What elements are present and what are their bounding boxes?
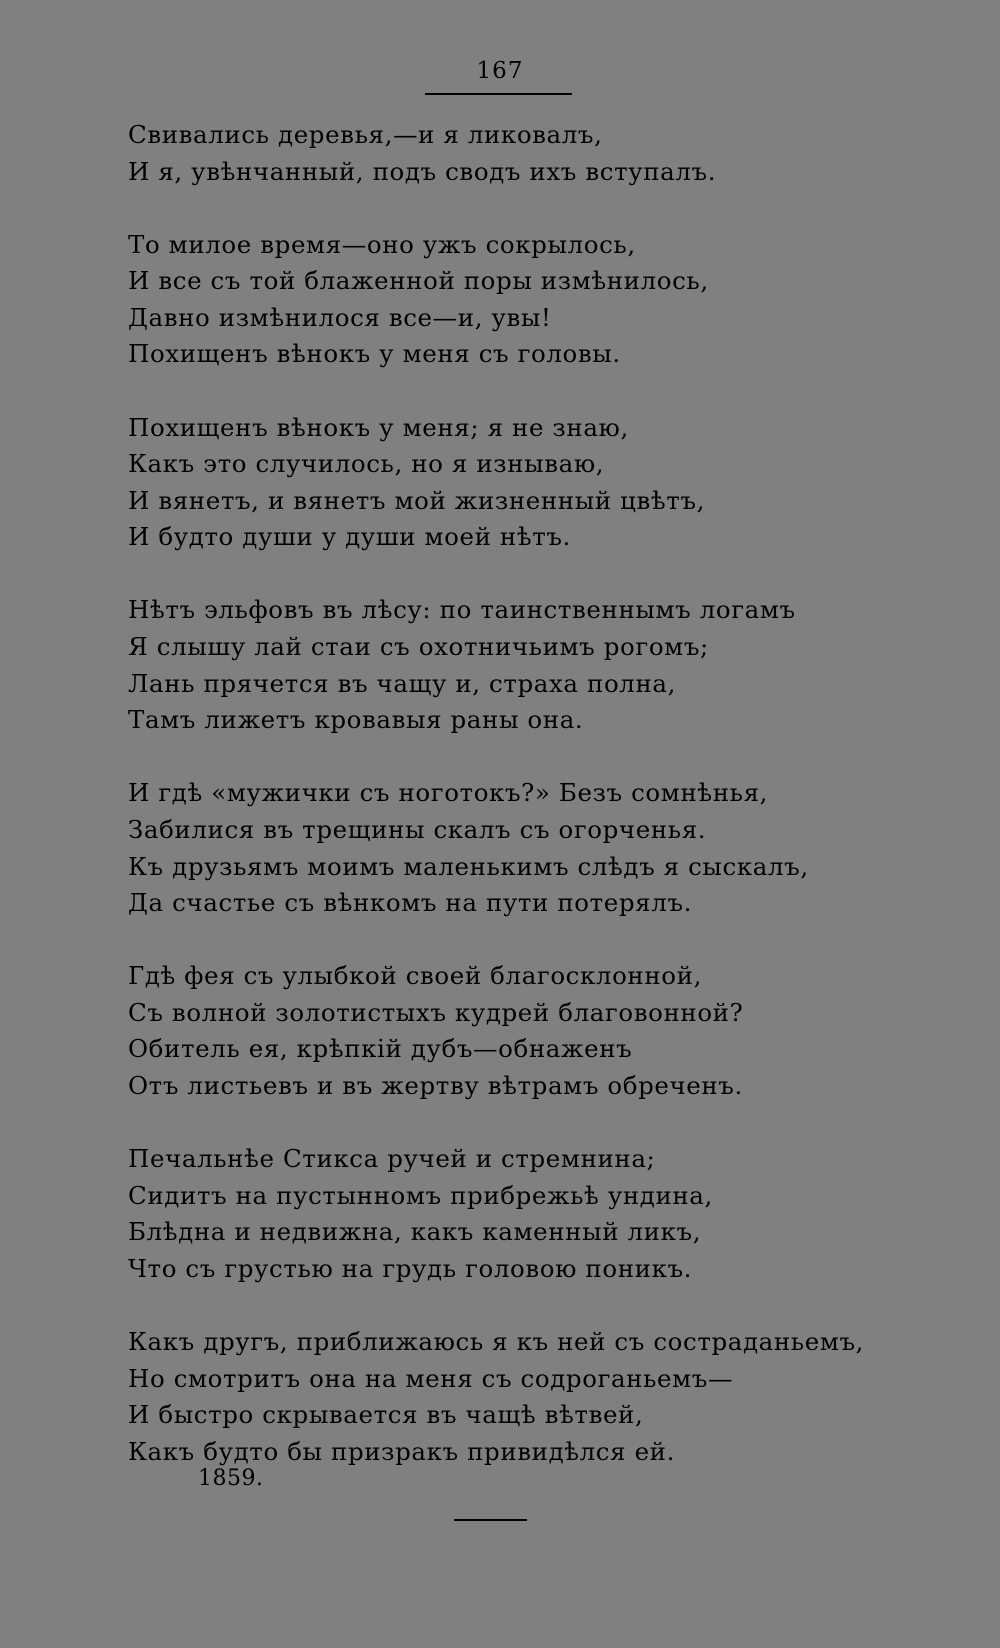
poem-line: Печальнѣе Стикса ручей и стремнина; [128, 1144, 656, 1174]
poem-body [128, 117, 988, 1507]
poem-line: Да счастье съ вѣнкомъ на пути потерялъ. [128, 888, 692, 918]
poem-line: Похищенъ вѣнокъ у меня; я не знаю, [128, 412, 629, 442]
poem-line: И вянетъ, и вянетъ мой жизненный цвѣтъ, [128, 485, 705, 515]
poem-line: И я, увѣнчанный, подъ сводъ ихъ вступалъ. [128, 156, 717, 186]
stanza-2 [128, 227, 988, 373]
poem-line: Какъ другъ, приближаюсь я къ ней съ состраданьемъ, [128, 1326, 865, 1356]
poem-line: Къ друзьямъ моимъ маленькимъ слѣдъ я сыскалъ, [128, 851, 809, 881]
poem-line: Блѣдна и недвижна, какъ каменный ликъ, [128, 1217, 702, 1247]
poem-line: И все съ той блаженной поры измѣнилось, [128, 266, 709, 296]
poem-line: И гдѣ «мужички съ ноготокъ?» Безъ сомнѣнья, [128, 778, 769, 808]
poem-line: Но смотритъ она на меня съ содроганьемъ— [128, 1363, 734, 1393]
stanza-8 [128, 1324, 988, 1470]
poem-line: Съ волной золотистыхъ кудрей благовонной? [128, 997, 744, 1027]
page-number: 167 [476, 58, 524, 84]
poem-line: Сидитъ на пустынномъ прибрежьѣ ундина, [128, 1180, 713, 1210]
poem-line: Я слышу лай стаи съ охотничьимъ рогомъ; [128, 632, 709, 662]
poem-line: Что съ грустью на грудь головою поникъ. [128, 1253, 693, 1283]
poem-date: 1859. [198, 1466, 264, 1491]
poem-line: То милое время—оно ужъ сокрылось, [128, 229, 636, 259]
poem-line: Нѣтъ эльфовъ въ лѣсу: по таинственнымъ логамъ [128, 595, 796, 625]
poem-line: Свивались деревья,—и я ликовалъ, [128, 120, 603, 149]
stanza-3 [128, 410, 988, 556]
poem-line: Обитель ея, крѣпкій дубъ—обнаженъ [128, 1034, 633, 1064]
stanza-5 [128, 775, 988, 921]
stanza-7 [128, 1141, 988, 1287]
stanza-1 [128, 117, 988, 190]
poem-line: Какъ будто бы призракъ привидѣлся ей. [128, 1436, 675, 1466]
poem-line: Похищенъ вѣнокъ у меня съ головы. [128, 339, 621, 369]
poem-line: Тамъ лижетъ кровавыя раны она. [128, 705, 584, 735]
poem-line: Гдѣ фея съ улыбкой своей благосклонной, [128, 961, 702, 991]
header-rule [425, 93, 572, 95]
poem-line: Лань прячется въ чащу и, страха полна, [128, 668, 676, 698]
stanza-6 [128, 958, 988, 1104]
poem-line: Какъ это случилось, но я изнываю, [128, 449, 605, 479]
poem-line: Забилися въ трещины скалъ съ огорченья. [128, 814, 707, 844]
poem-line: И будто души у души моей нѣтъ. [128, 522, 571, 552]
footer-rule [454, 1519, 527, 1521]
poem-line: Отъ листьевъ и въ жертву вѣтрамъ обреченъ. [128, 1070, 743, 1100]
stanza-4 [128, 592, 988, 738]
poem-line: И быстро скрывается въ чащѣ вѣтвей, [128, 1400, 644, 1430]
poem-line: Давно измѣнилося все—и, увы! [128, 302, 552, 332]
